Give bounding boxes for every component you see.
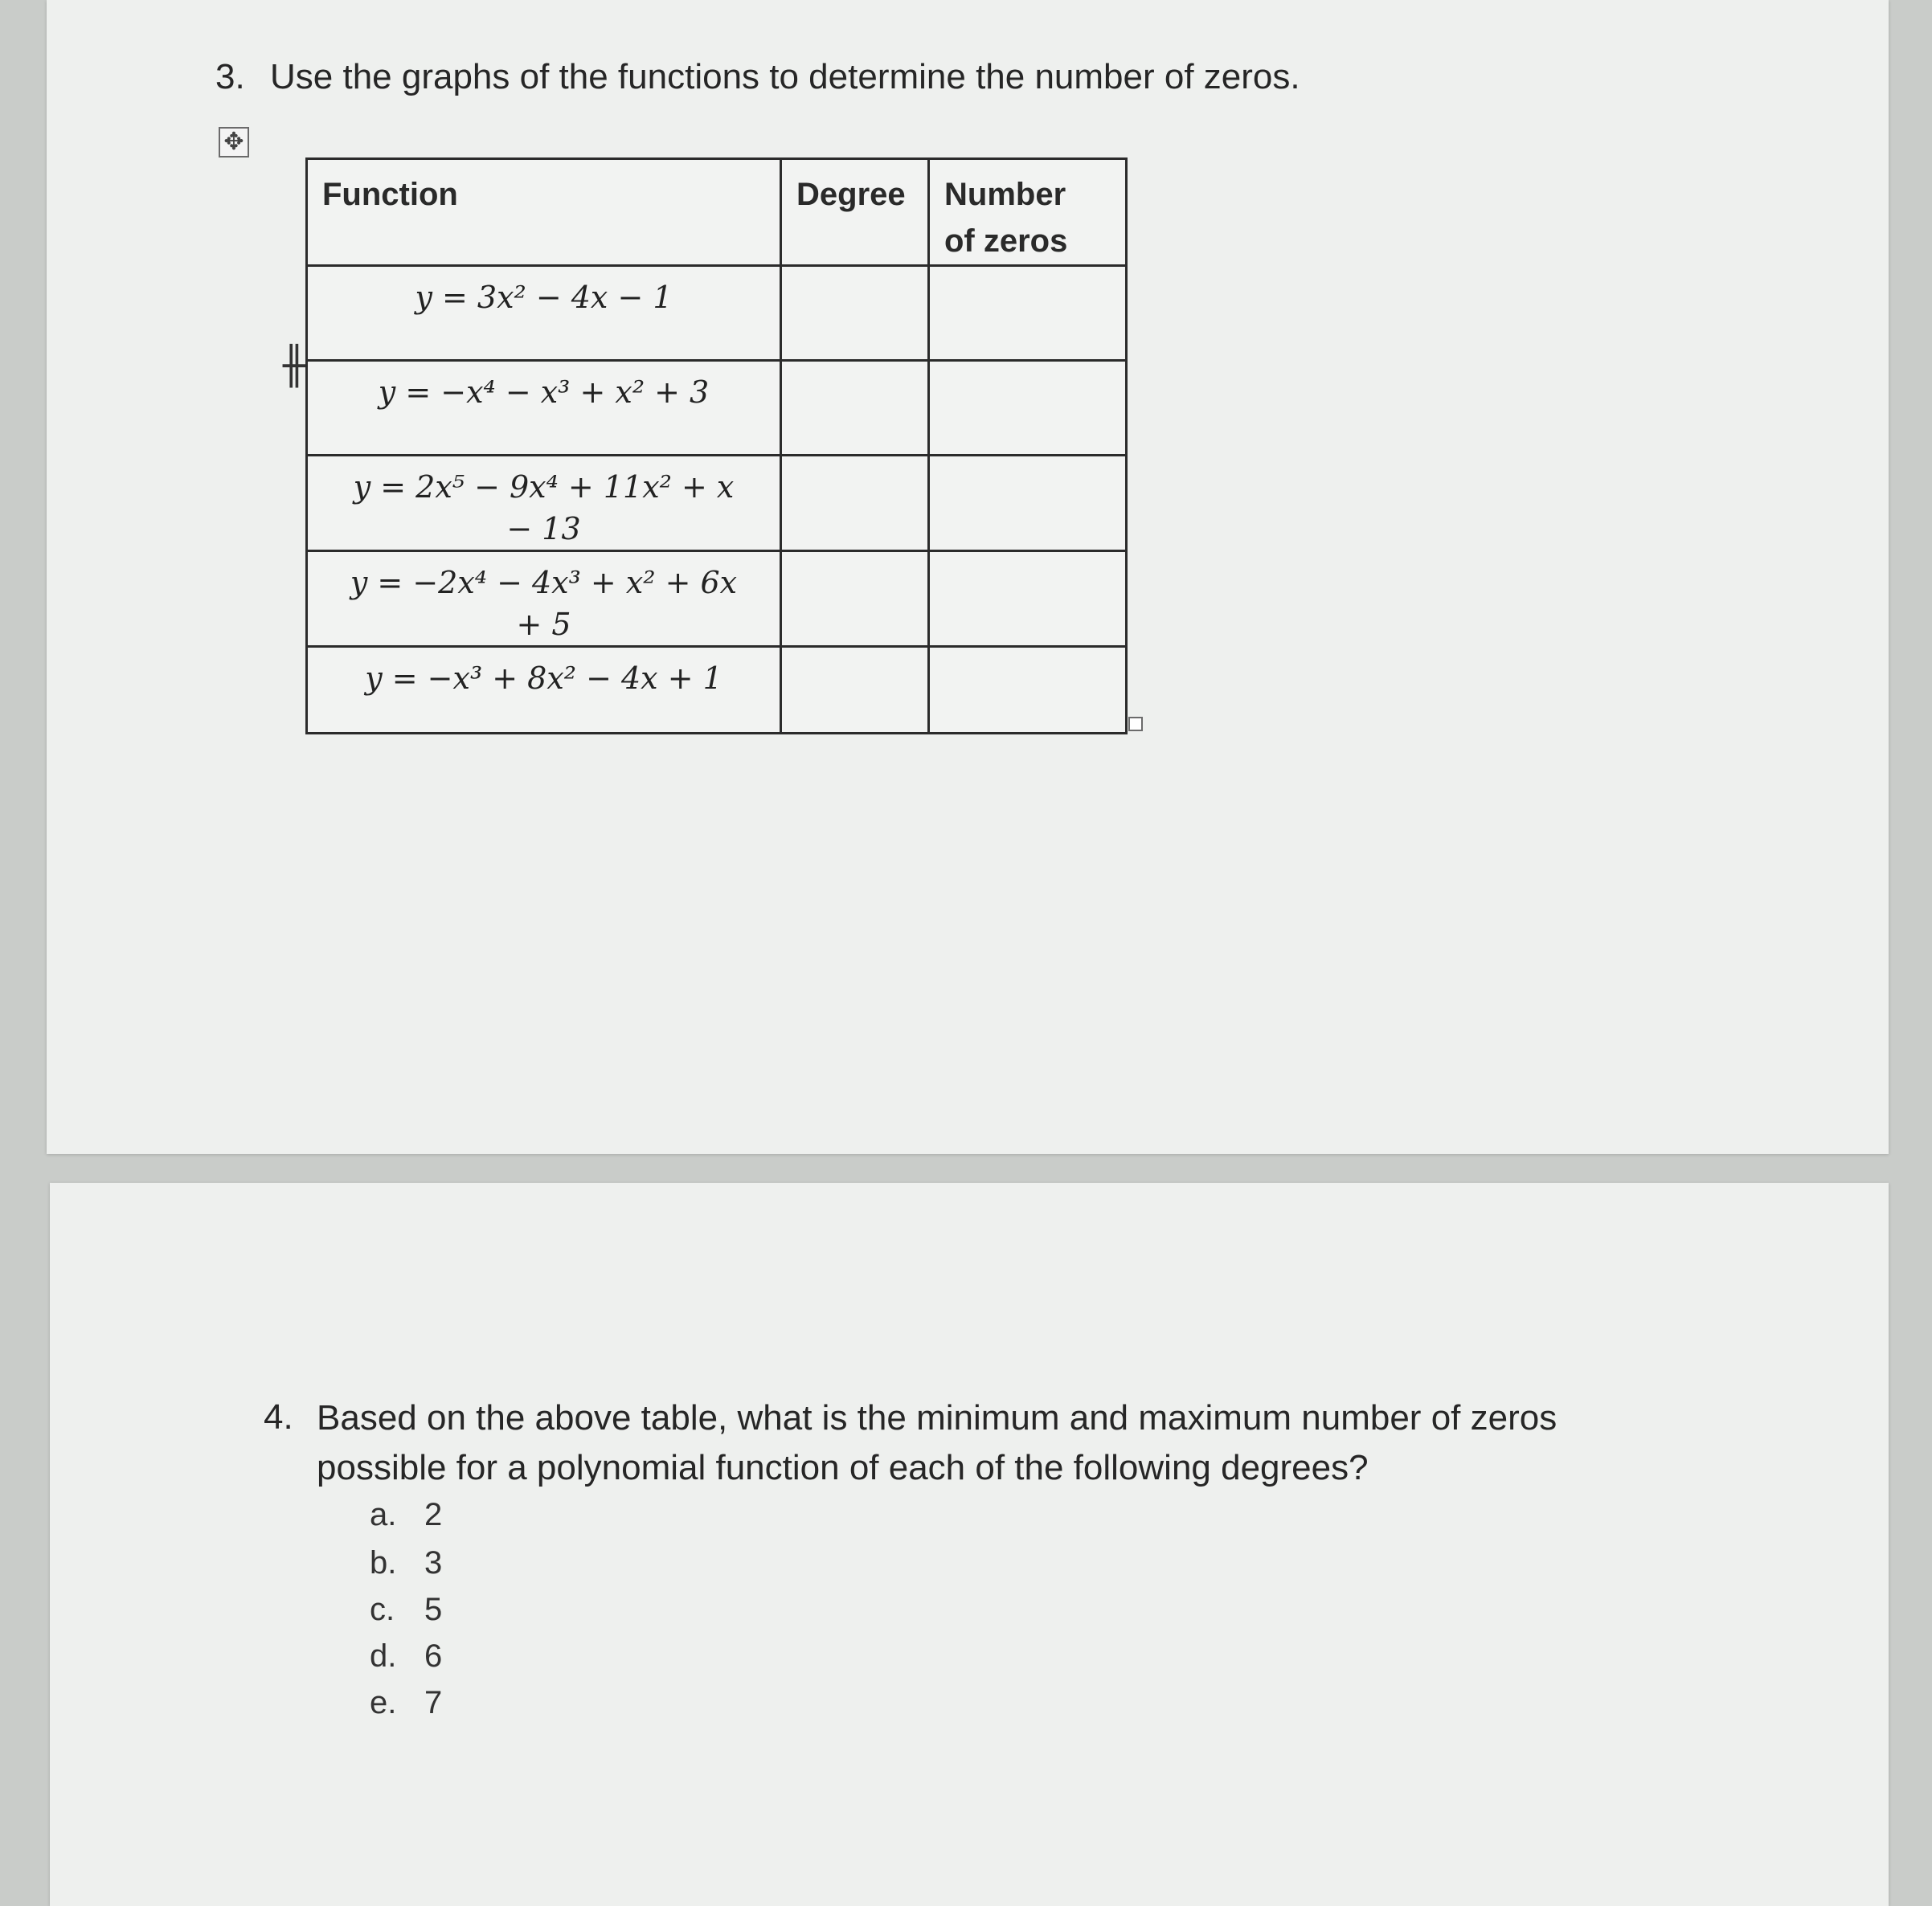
degree-cell[interactable] bbox=[781, 647, 929, 734]
move-arrows-icon[interactable]: ✥ bbox=[219, 127, 249, 157]
table-row bbox=[307, 456, 1127, 551]
function-line: y = −2x⁴ − 4x³ + x² + 6x bbox=[350, 565, 738, 600]
function-line-cont: + 5 bbox=[516, 607, 571, 642]
function-line: y = 2x⁵ − 9x⁴ + 11x² + x bbox=[353, 469, 735, 505]
choice-item bbox=[370, 1589, 442, 1630]
function-cell[interactable] bbox=[307, 456, 781, 551]
table-row bbox=[307, 361, 1127, 456]
function-cell[interactable] bbox=[307, 266, 781, 361]
question-4-text: Based on the above table, what is the minimum and maximum number of zeros possible for a polynomial function of each of the following degrees? bbox=[317, 1398, 1557, 1487]
choice-label: b. bbox=[370, 1545, 397, 1581]
choice-label: a. bbox=[370, 1497, 397, 1532]
function-cell[interactable] bbox=[307, 647, 781, 734]
choice-label: c. bbox=[370, 1592, 395, 1627]
header-function: Function bbox=[307, 159, 781, 266]
table-header-row bbox=[307, 159, 1127, 266]
choice-label: d. bbox=[370, 1638, 397, 1674]
zeros-cell[interactable] bbox=[929, 456, 1127, 551]
header-degree bbox=[781, 159, 929, 266]
function-cell[interactable] bbox=[307, 361, 781, 456]
degree-cell[interactable] bbox=[781, 266, 929, 361]
function-line: y = −x³ + 8x² − 4x + 1 bbox=[365, 661, 722, 696]
degree-cell[interactable] bbox=[781, 361, 929, 456]
choice-item bbox=[370, 1495, 442, 1535]
zeros-table bbox=[305, 157, 1128, 734]
choice-item bbox=[370, 1543, 442, 1583]
table-row bbox=[307, 647, 1127, 734]
choice-item bbox=[370, 1683, 442, 1723]
choice-label: e. bbox=[370, 1685, 397, 1720]
table-row bbox=[307, 551, 1127, 647]
row-resize-cursor-icon: ╫ bbox=[283, 344, 305, 387]
document-page-2 bbox=[50, 1183, 1889, 1906]
degree-cell[interactable] bbox=[781, 456, 929, 551]
header-degree-label: Degree bbox=[796, 177, 906, 212]
degree-cell[interactable] bbox=[781, 551, 929, 647]
choice-value: 5 bbox=[424, 1592, 443, 1627]
question-3-text: Use the graphs of the functions to determine the number of zeros. bbox=[270, 57, 1300, 96]
table-row bbox=[307, 266, 1127, 361]
function-cell[interactable] bbox=[307, 551, 781, 647]
zeros-cell[interactable] bbox=[929, 266, 1127, 361]
function-line: y = −x⁴ − x³ + x² + 3 bbox=[378, 374, 710, 410]
choice-value: 2 bbox=[424, 1497, 443, 1532]
resize-handle-icon[interactable] bbox=[1128, 717, 1143, 731]
choice-value: 7 bbox=[424, 1685, 443, 1720]
function-line-cont: − 13 bbox=[506, 511, 581, 546]
question-4-number: 4. bbox=[264, 1397, 293, 1437]
question-3-number: 3. bbox=[215, 57, 245, 96]
choice-value: 6 bbox=[424, 1638, 443, 1674]
zeros-cell[interactable] bbox=[929, 647, 1127, 734]
zeros-cell[interactable] bbox=[929, 551, 1127, 647]
function-line: y = 3x² − 4x − 1 bbox=[415, 280, 673, 315]
choice-value: 3 bbox=[424, 1545, 443, 1581]
header-zeros-line1: Number bbox=[944, 177, 1066, 212]
zeros-cell[interactable] bbox=[929, 361, 1127, 456]
header-zeros-line2: of zeros bbox=[944, 223, 1068, 259]
choice-item bbox=[370, 1636, 442, 1676]
header-number-of-zeros bbox=[929, 159, 1127, 266]
